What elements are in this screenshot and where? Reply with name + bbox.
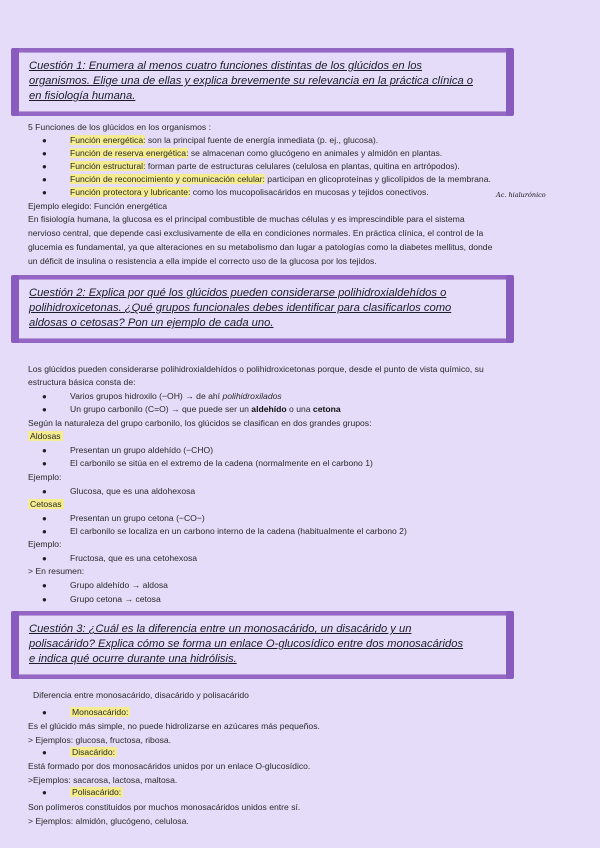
paragraph-line: En fisiología humana, la glucosa es el principal combustible de muchas células y es imprescindible para el sistema [28,214,465,224]
question-1-line: organismos. Elige una de ellas y explica brevemente su relevancia en la práctica clínica o [29,75,474,87]
box-right-cap [506,48,514,116]
list-item: El carbonilo se localiza en un carbono interno de la cadena (habitualmente el carbono 2) [70,526,407,536]
item-text: o una [286,404,313,414]
question-1-line: Cuestión 1: Enumera al menos cuatro funciones distintas de los glúcidos en los [29,60,423,72]
list-item: El carbonilo se sitúa en el extremo de la cadena (normalmente en el carbono 1) [70,458,373,468]
poli-label [70,787,123,798]
list-item [70,148,442,159]
bullet: ● [42,162,47,171]
box-left-cap [11,611,19,679]
paragraph-line: glucemia es fundamental, ya que alteraciones en su metabolismo dan lugar a patologías como la diabetes mellitus, donde [28,242,493,252]
di-label [70,747,117,758]
function-text: como los mucopolisacáridos en mucosas y tejidos conectivos. [190,187,429,197]
box-left-cap [11,275,19,343]
box-right-cap [506,611,514,679]
highlight: Monosacárido: [72,707,129,717]
bullet: ● [42,175,47,184]
function-text: forman parte de estructuras celulares (celulosa en plantas, quitina en artrópodos). [145,161,460,171]
q2-intro: estructura básica consta de: [28,377,136,387]
box-left-cap [11,48,19,116]
item-italic: polihidroxilados [222,391,282,401]
list-item: Grupo cetona → cetosa [70,594,161,604]
mono-examples: > Ejemplos: glucosa, fructosa, ribosa. [28,735,172,745]
di-examples: >Ejemplos: sacarosa, lactosa, maltosa. [28,775,178,785]
list-item [70,174,491,185]
highlight: Cetosas [30,499,62,509]
function-label: Función de reserva energética: [70,148,189,158]
aldosas-heading [28,431,63,442]
cetosas-heading [28,499,64,510]
list-item: Glucosa, que es una aldohexosa [70,486,196,496]
list-item [70,161,460,172]
item-text: Varios grupos hidroxilo (−OH) → de ahí [70,391,223,401]
question-1-line: en fisiología humana. [29,90,136,102]
question-3-line: e indica qué ocurre durante una hidrólisis. [29,653,237,665]
mono-label [70,707,130,718]
list-item [70,187,429,198]
bullet: ● [42,514,47,523]
highlight: Polisacárido: [72,787,122,797]
question-2-text [29,286,451,331]
function-text: son la principal fuente de energía inmediata (p. ej., glucosa). [145,135,379,145]
function-label: Función estructural: [70,161,146,171]
summary-label: > En resumen: [28,566,85,576]
bullet: ● [42,487,47,496]
question-2-line: aldosas o cetosas? Pon un ejemplo de cada uno. [29,317,274,329]
bullet: ● [42,788,47,797]
handwritten-note: Ac. hialurónico [496,191,546,199]
function-label: Función energética: [70,135,146,145]
bullet: ● [42,459,47,468]
example-label: Ejemplo: [28,539,62,549]
bullet: ● [42,554,47,563]
function-text: se almacenan como glucógeno en animales y almidón en plantas. [188,148,443,158]
functions-title: 5 Funciones de los glúcidos en los organismos : [28,122,211,132]
question-2-box [13,275,512,343]
poli-examples: > Ejemplos: almidón, glucógeno, celulosa. [28,816,189,826]
bullet: ● [42,581,47,590]
question-1-box [13,48,512,116]
list-item [70,404,341,415]
list-item: Presentan un grupo aldehído (−CHO) [70,445,214,455]
paragraph-line: un déficit de insulina o resistencia a ella impide el correcto uso de la glucosa por los tejidos. [28,256,377,266]
list-item [70,135,378,146]
bullet: ● [42,405,47,414]
list-item: Grupo aldehído → aldosa [70,580,168,590]
box-right-cap [506,275,514,343]
mono-desc: Es el glúcido más simple, no puede hidrolizarse en azúcares más pequeños. [28,721,320,731]
function-text: participan en glicoproteínas y glicolípidos de la membrana. [264,174,491,184]
question-3-box [13,611,512,679]
bullet: ● [42,392,47,401]
function-label: Función de reconocimiento y comunicación celular: [70,174,265,184]
list-item: Fructosa, que es una cetohexosa [70,553,198,563]
bullet: ● [42,748,47,757]
item-text: Un grupo carbonilo (C=O) → que puede ser un [70,404,252,414]
item-bold: aldehído [251,404,287,414]
bullet: ● [42,595,47,604]
q2-intro: Los glúcidos pueden considerarse polihidroxialdehídos o polihidroxicetonas porque, desde el punto de vista químico, su [28,364,484,374]
bullet: ● [42,136,47,145]
example-label: Ejemplo: [28,472,62,482]
classification-text: Según la naturaleza del grupo carbonilo, los glúcidos se clasifican en dos grandes grupos: [28,418,372,428]
bullet: ● [42,708,47,717]
paragraph-line: nervioso central, que depende casi exclusivamente de ella en condiciones normales. En práctica clínica, el control de la [28,228,484,238]
bullet: ● [42,527,47,536]
question-3-line: Cuestión 3: ¿Cuál es la diferencia entre un monosacárido, un disacárido y un [29,623,412,635]
di-desc: Está formado por dos monosacáridos unidos por un enlace O-glucosídico. [28,761,311,771]
bullet: ● [42,149,47,158]
question-3-line: polisacárido? Explica cómo se forma un enlace O-glucosídico entre dos monosacáridos [29,638,464,650]
question-2-line: polihidroxicetonas. ¿Qué grupos funcionales debes identificar para clasificarlos como [29,302,452,314]
question-3-text [29,622,463,667]
function-label: Función protectora y lubricante: [70,187,191,197]
highlight: Aldosas [30,431,61,441]
bullet: ● [42,188,47,197]
poli-desc: Son polímeros constituidos por muchos monosacáridos unidos entre sí. [28,802,301,812]
list-item [70,391,282,402]
highlight: Disacárido: [72,747,115,757]
chosen-example: Ejemplo elegido: Función energética [28,201,168,211]
question-1-text [29,59,473,104]
question-2-line: Cuestión 2: Explica por qué los glúcidos pueden considerarse polihidroxialdehídos o [29,287,447,299]
q3-heading: Diferencia entre monosacárido, disacárido y polisacárido [33,690,249,700]
list-item: Presentan un grupo cetona (−CO−) [70,513,205,523]
bullet: ● [42,446,47,455]
item-bold: cetona [312,404,341,414]
